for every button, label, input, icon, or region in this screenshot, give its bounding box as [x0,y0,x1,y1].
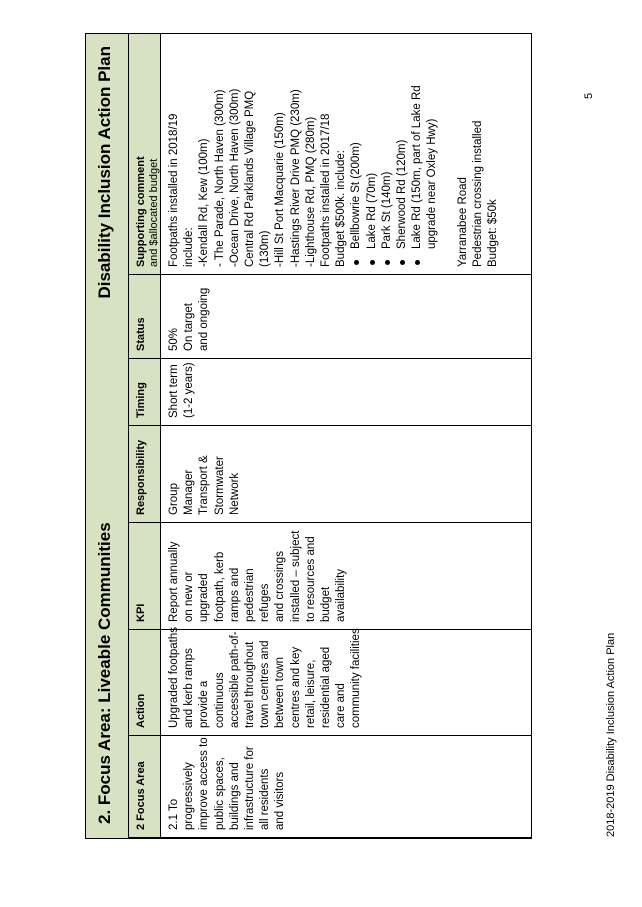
cell-responsibility [167,430,243,515]
bullet-icon [385,260,390,265]
text-line: ramps and [228,567,241,622]
focus-area-title: 2. Focus Area: Liveable Communities [95,522,114,824]
bullet-item [380,38,395,267]
column-kpi [129,523,531,630]
bullet-item [395,38,410,267]
column-focus-area [129,736,531,838]
column-responsibility [129,426,531,523]
text-line: Transport & [198,455,211,515]
column-supporting-comment [129,34,531,275]
text-line: Budget $500k. include: [335,149,348,267]
text-line: improve access to [198,737,211,830]
bullet-text: upgrade near Oxley Hwy) [426,118,439,249]
text-line: residential aged [320,646,333,728]
text-line: - The Parade, North Haven (300m) [213,89,226,267]
text-line: retail, leisure, [304,659,317,728]
text-line: Footpaths installed in 2017/18 [320,113,333,267]
text-line: Stormwater [213,456,226,515]
cell-focus-area [167,737,289,830]
cell-action [167,626,365,728]
column-timing [129,359,531,426]
text-line: availability [335,568,348,622]
plan-title: Disability Inclusion Action Plan [95,46,114,299]
header-kpi: KPI [135,603,147,622]
text-line: (1-2 years) [183,362,196,418]
bullet-text: Park St (140m) [380,171,393,249]
text-line: provide a [198,680,211,728]
text-line: and visitors [274,771,287,830]
header-focus-area: 2 Focus Area [135,761,147,830]
text-line: -Hastings River Drive PMQ (230m) [289,89,302,267]
action-plan-table [85,33,532,839]
text-line: Network [228,472,241,515]
text-line: 50% [168,327,180,351]
header-action: Action [135,693,147,728]
cell-status [167,279,213,351]
text-line: infrastructure for [244,746,257,830]
text-line: buildings and [228,762,241,830]
text-line: public spaces, [213,757,226,830]
text-line: -Kendall Rd, Kew (100m) [198,138,211,267]
text-line: all residents [259,768,272,830]
text-line: continuous [213,672,226,728]
text-line: Manager [183,469,196,515]
text-line: installed – subject [289,530,302,622]
bullet-text: Sherwood Rd (120m) [396,139,409,249]
spacer [441,38,456,267]
column-action [129,626,531,736]
text-line: Yarranabee Road [456,177,469,267]
text-line: Upgraded footpaths [168,626,180,728]
text-line: 2.1 To [168,798,180,830]
bullet-icon [400,260,405,265]
header-supporting-comment [135,38,161,267]
text-line: accessible path-of- [228,631,241,728]
cell-kpi [167,527,349,622]
table-title-band [86,34,129,838]
header-timing: Timing [135,382,147,418]
text-line: between town [274,657,287,728]
bullet-text: Lake Rd (70m) [365,172,378,249]
bullet-continuation [425,38,440,267]
bullet-text: Bellbowrie St (200m) [350,142,363,249]
text-line: budget [320,586,333,622]
bullet-item [410,38,425,267]
bullet-icon [354,260,359,265]
header-supporting-title: Supporting comment [135,156,147,267]
text-line: -Ocean Drive, North Haven (300m) [228,88,241,267]
header-status: Status [135,317,147,351]
bullet-item [349,38,364,267]
text-line: Short term [168,364,180,418]
text-line: Budget: $50k [487,199,500,267]
header-supporting-subtitle: and $allocated budget [148,158,160,267]
text-line: progressively [183,762,196,830]
text-line: Central Rd Parklands Village PMQ [244,90,257,267]
text-line: care and [335,683,348,728]
text-line: Footpaths installed in 2018/19 [168,113,180,267]
text-line: to resources and [304,536,317,622]
text-line: centres and key [289,646,302,728]
text-line: On target [183,303,196,351]
text-line: travel throughout [244,641,257,728]
footer-title: 2018-2019 Disability Inclusion Action Plan [605,632,617,837]
column-status [129,275,531,359]
text-line: upgraded [198,573,211,622]
text-line: -Hill St Port Macquarie (150m) [274,112,287,267]
cell-supporting-comment [167,38,501,267]
text-line: community facilities [350,628,363,728]
text-line: and kerb ramps [183,648,196,728]
text-line: -Lighthouse Rd, PMQ (280m) [304,116,317,267]
bullet-item [365,38,380,267]
text-line: and ongoing [198,287,211,351]
bullet-icon [415,260,420,265]
text-line: Pedestrian crossing installed [471,120,484,267]
cell-timing [167,363,197,418]
header-responsibility: Responsibility [135,439,147,515]
text-line: pedestrian [244,568,257,622]
text-line: refuges [259,583,272,622]
page-number: 5 [583,92,595,99]
text-line: (130m) [259,230,272,267]
text-line: and crossings [274,551,287,622]
bullet-text: Lake Rd (150m, part of Lake Rd [411,85,424,249]
text-line: Report annually [168,541,180,622]
text-line: on new or [183,571,196,622]
text-line: Group [168,483,180,515]
text-line: footpath, kerb [213,551,226,622]
bullet-icon [370,260,375,265]
text-line: town centres and [259,640,272,728]
text-line: include: [183,227,196,267]
